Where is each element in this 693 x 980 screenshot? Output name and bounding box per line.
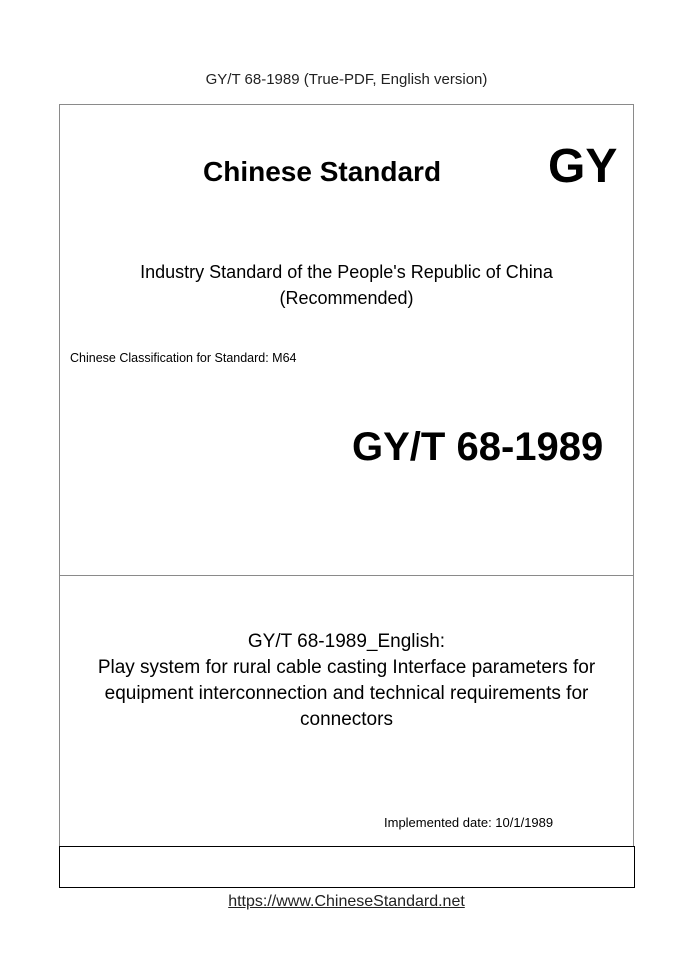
description-line-1: GY/T 68-1989_English: [247,631,446,652]
cover-bottom-panel [59,846,635,888]
description-line-4: connectors [300,709,393,730]
implemented-date: Implemented date: 10/1/1989 [384,815,554,830]
industry-standard-heading [0,259,693,311]
description-line-2: Play system for rural cable casting Interface parameters for [97,657,596,678]
description-line-3: equipment interconnection and technical requirements for [104,683,589,704]
industry-line-1: Industry Standard of the People's Republic of China [140,262,553,282]
standard-code-logo: GY [548,140,618,193]
document-number: GY/T 68-1989 [352,425,604,469]
page-header-title: GY/T 68-1989 (True-PDF, English version) [205,71,488,88]
footer-website-link[interactable]: https://www.ChineseStandard.net [228,893,465,910]
industry-line-2: (Recommended) [279,288,414,308]
standard-title: Chinese Standard [203,156,442,187]
classification-text: Chinese Classification for Standard: M64 [70,351,297,365]
document-description [62,629,631,733]
